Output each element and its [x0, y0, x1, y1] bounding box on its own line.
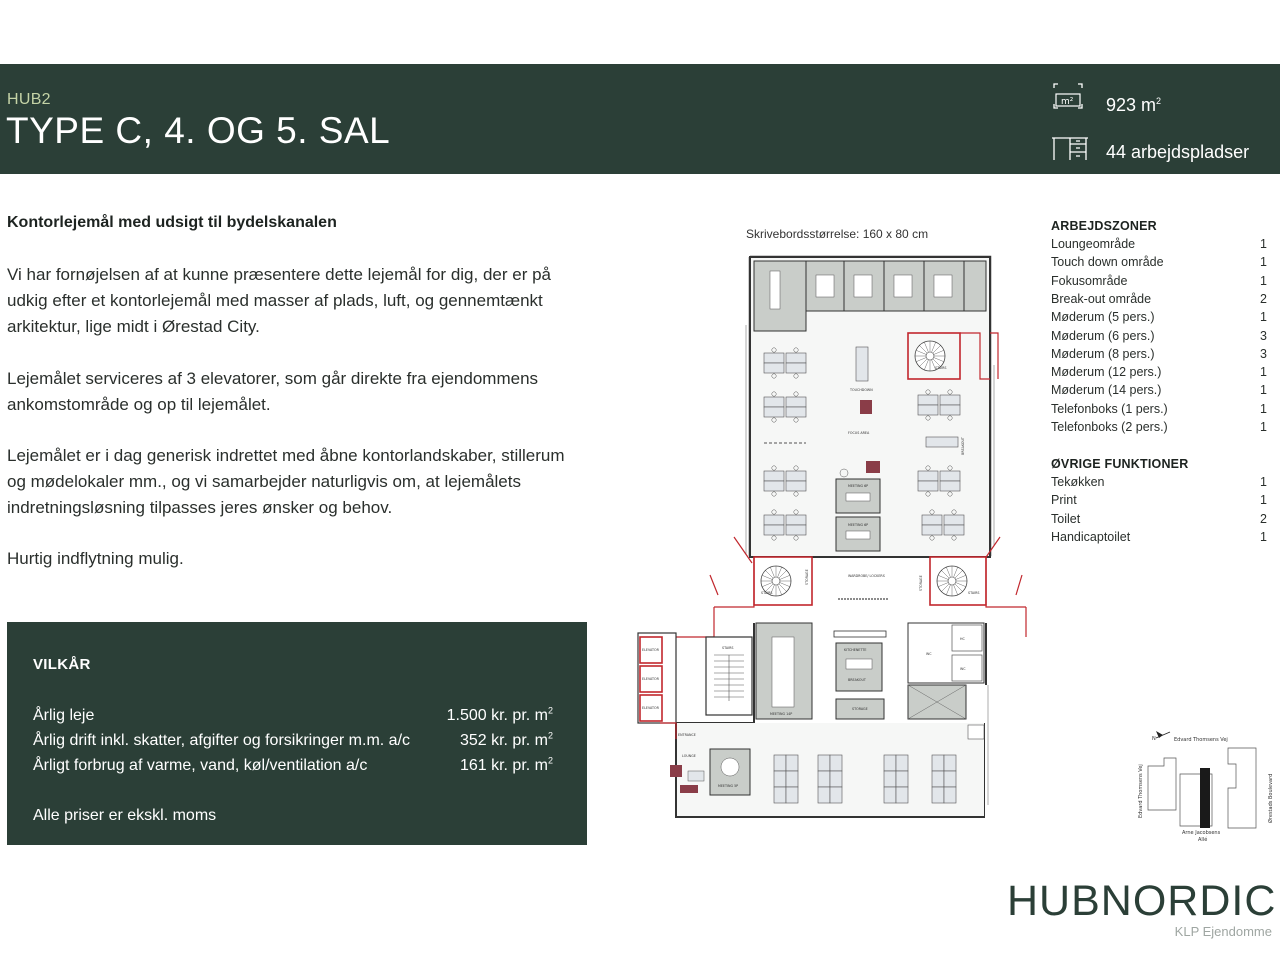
terms-heading: VILKÅR	[33, 656, 91, 673]
list-item-count: 1	[1260, 529, 1267, 544]
plan-label: WC	[960, 667, 966, 671]
list-item	[1051, 420, 1267, 434]
list-item-label: Møderum (6 pers.)	[1051, 328, 1155, 343]
plan-label: BREAKOUT	[961, 437, 965, 455]
desk-icon	[1050, 132, 1090, 164]
plan-label: ELEVATOR	[642, 648, 659, 652]
plan-label: STAIRS	[968, 591, 980, 595]
intro-paragraph: Hurtig indflytning mulig.	[7, 549, 184, 568]
list-item-label: Print	[1051, 493, 1077, 508]
plan-label: MEETING 14P	[770, 712, 793, 716]
list-item	[1051, 329, 1267, 343]
plan-label: KITCHENETTE	[844, 648, 867, 652]
plan-label: STAIRS	[761, 591, 773, 595]
street-label: Ørestads Boulevard	[1268, 773, 1274, 823]
term-value: 352 kr. pr. $m^2$	[459, 730, 553, 749]
north-label: N	[1152, 736, 1156, 742]
hub-label: HUB2	[7, 91, 51, 108]
list-item-label: Telefonboks (2 pers.)	[1051, 420, 1168, 434]
seats-value: 44 arbejdspladser	[1106, 142, 1250, 162]
list-item	[1051, 530, 1267, 544]
plan-label: MEETING 5P	[718, 784, 739, 788]
list-item	[1051, 383, 1267, 397]
street-label: Edvard Thomsens Vej	[1138, 764, 1144, 818]
intro-paragraph: Lejemålet serviceres af 3 elevatorer, som går direkte fra ejendommens ankomstområde og op til lejemålet.	[7, 369, 539, 414]
plan-label: STAIRS	[935, 366, 947, 370]
list-item	[1051, 237, 1267, 251]
plan-label: STORAGE	[852, 707, 868, 711]
list-item-count: 3	[1260, 328, 1267, 343]
svg-text:m²: m²	[1061, 97, 1074, 107]
list-item-label: Loungeområde	[1051, 237, 1136, 251]
list-item-count: 1	[1260, 475, 1267, 489]
term-label: Årlig leje	[33, 707, 95, 724]
seats-stat	[1050, 132, 1250, 164]
list-item-label: Toilet	[1051, 511, 1081, 526]
list-item-label: Møderum (14 pers.)	[1051, 383, 1162, 398]
list-item-count: 2	[1260, 291, 1267, 306]
hubnordic-logo: HUBNORDIC	[1007, 877, 1277, 925]
list-item-count: 1	[1260, 420, 1267, 434]
list-item-label: Break-out område	[1051, 291, 1152, 306]
list-item-label: Møderum (8 pers.)	[1051, 346, 1155, 361]
list-item	[1051, 255, 1267, 269]
list-item-label: Møderum (12 pers.)	[1051, 365, 1162, 380]
list-item	[1051, 402, 1267, 416]
zones-title: ARBEJDSZONER	[1051, 219, 1157, 233]
intro-title: Kontorlejemål med udsigt til bydelskanalen	[7, 214, 337, 231]
list-item	[1051, 365, 1267, 379]
list-item	[1051, 292, 1267, 306]
terms-note: Alle priser er ekskl. moms	[33, 807, 217, 824]
list-item-label: Telefonboks (1 pers.)	[1051, 401, 1168, 416]
plan-label: ENTRANCE	[678, 733, 696, 737]
list-item	[1051, 347, 1267, 361]
term-value: 1.500 kr. pr. $m^2$	[446, 705, 553, 724]
plan-label: BREAKOUT	[848, 678, 866, 682]
list-item	[1051, 310, 1267, 324]
plan-label: WARDROBE/ LOCKERS	[848, 574, 885, 578]
list-item-count: 1	[1260, 401, 1267, 416]
term-row-rent	[33, 707, 553, 725]
list-item-label: Møderum (5 pers.)	[1051, 310, 1155, 325]
plan-label: STAIRS	[722, 646, 734, 650]
plan-label: ELEVATOR	[642, 706, 659, 710]
street-label: Allé	[1198, 837, 1208, 843]
list-item-label: Handicaptoilet	[1051, 529, 1131, 544]
street-label: Edvard Thomsens Vej	[1174, 737, 1228, 743]
street-label: Arne Jacobsens	[1182, 830, 1221, 836]
term-label: Årlig drift inkl. skatter, afgifter og forsikringer m.m. a/c	[33, 732, 411, 749]
list-item-label: Fokusområde	[1051, 273, 1128, 288]
term-row-consumption	[33, 757, 553, 775]
terms-box	[7, 622, 587, 845]
plan-label: STORAGE	[805, 569, 809, 585]
list-item-count: 1	[1260, 493, 1267, 508]
term-value: 161 kr. pr. $m^2$	[459, 755, 553, 774]
area-value: 923 $m^2$	[1106, 95, 1162, 115]
plan-label: LOUNGE	[682, 754, 696, 758]
plan-label: ELEVATOR	[642, 677, 659, 681]
list-item-count: 1	[1260, 383, 1267, 398]
plan-label: MEETING 6P	[848, 484, 869, 488]
page-title: TYPE C, 4. OG 5. SAL	[6, 110, 391, 151]
list-item-count: 1	[1260, 365, 1267, 380]
list-item-count: 1	[1260, 237, 1267, 251]
north-arrow-icon	[1156, 731, 1163, 738]
klp-ejendomme-logo: KLP Ejendomme	[1174, 924, 1272, 939]
list-item-count: 1	[1260, 310, 1267, 325]
list-item-count: 3	[1260, 346, 1267, 361]
plan-label: FOCUS AREA	[848, 431, 870, 435]
plan-label: HC	[960, 637, 965, 641]
desk-size-caption: Skrivebordsstørrelse: 160 x 80 cm	[746, 227, 929, 241]
plan-label: TOUCHDOWN	[850, 388, 873, 392]
list-item-label: Tekøkken	[1051, 475, 1105, 489]
other-functions-title: ØVRIGE FUNKTIONER	[1051, 457, 1189, 471]
site-map	[1130, 728, 1280, 846]
header-band	[0, 64, 1280, 174]
plan-label: STORAGE	[919, 575, 923, 591]
plan-label: WC	[926, 652, 932, 656]
floor-plan	[630, 245, 1030, 825]
plan-label: MEETING 6P	[848, 523, 869, 527]
area-m2-icon	[1050, 80, 1090, 112]
intro-paragraph: Vi har fornøjelsen af at kunne præsentere dette lejemål for dig, der er på udkig efter et kontorlejemål med masser af plads, luft, og gennemtænkt arkitektur, lige midt i Ørestad City.	[7, 265, 551, 336]
list-item-count: 1	[1260, 255, 1267, 270]
list-item	[1051, 274, 1267, 288]
list-item	[1051, 512, 1267, 526]
list-item	[1051, 493, 1267, 507]
list-item	[1051, 475, 1267, 489]
list-item-count: 2	[1260, 511, 1267, 526]
area-stat	[1050, 80, 1162, 115]
list-item-label: Touch down område	[1051, 255, 1164, 270]
term-row-operations	[33, 732, 553, 750]
list-item-count: 1	[1260, 273, 1267, 288]
intro-paragraph: Lejemålet er i dag generisk indrettet med åbne kontorlandskaber, stillerum og mødelokaler mm., og vi samarbejder naturligvis om, at lejemålets indretningsløsning tilpasses jeres ønsker og behov.	[7, 446, 565, 517]
term-label: Årligt forbrug af varme, vand, køl/ventilation a/c	[33, 757, 368, 774]
